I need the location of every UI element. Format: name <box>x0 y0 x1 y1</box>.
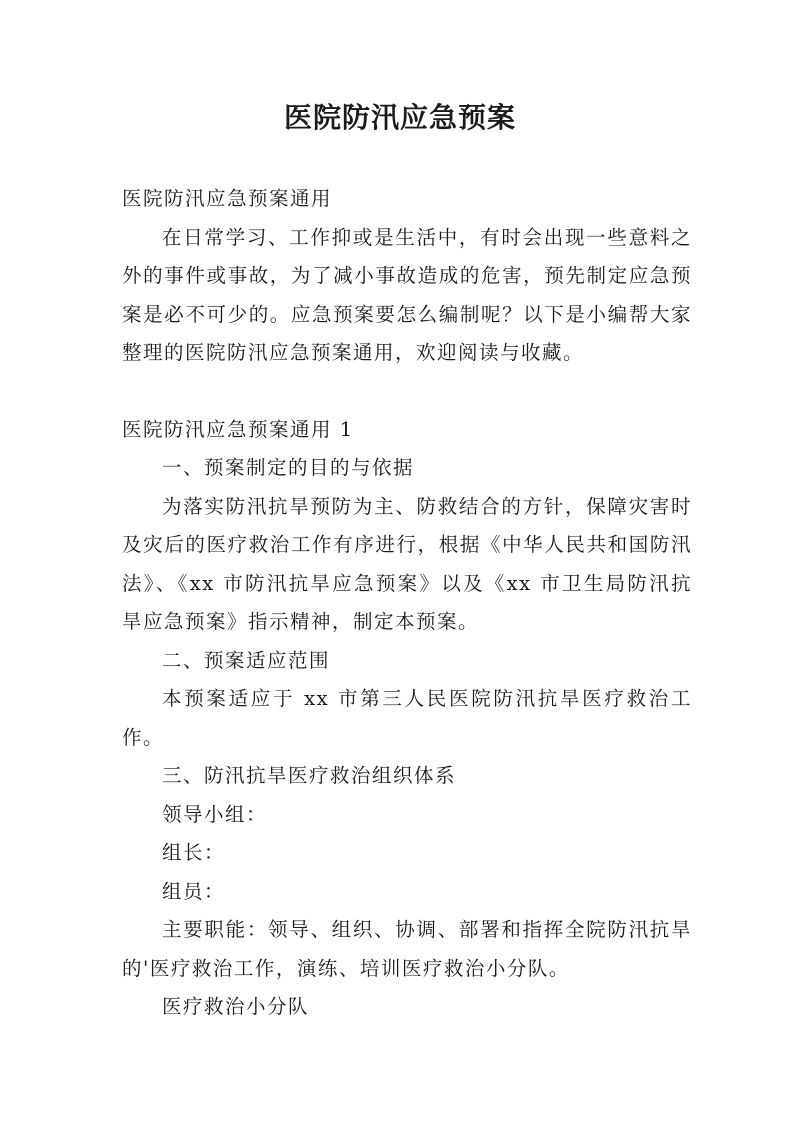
document-body <box>122 180 692 1027</box>
duties-paragraph: 主要职能：领导、组织、协调、部署和指挥全院防汛抗旱的'医疗救治工作，演练、培训医疗救治小分队。 <box>122 918 692 980</box>
document-title: 医院防汛应急预案 <box>283 101 516 134</box>
body-paragraph-2: 本预案适应于 xx 市第三人民医院防汛抗旱医疗救治工作。 <box>122 687 692 749</box>
group-members-label: 组员： <box>162 879 226 903</box>
body-paragraph-1: 为落实防汛抗旱预防为主、防救结合的方针，保障灾害时及灾后的医疗救治工作有序进行，根据《中华人民共和国防汛法》、《xx 市防汛抗旱应急预案》以及《xx 市卫生局防汛抗旱应急预案》指示精神，制定本预案。 <box>122 494 692 633</box>
item-heading-1: 一、预案制定的目的与依据 <box>162 456 415 479</box>
leader-group-label: 领导小组： <box>162 802 268 826</box>
item-heading-2: 二、预案适应范围 <box>162 648 331 672</box>
intro-paragraph: 在日常学习、工作抑或是生活中，有时会出现一些意料之外的事件或事故，为了减小事故造成的危害，预先制定应急预案是必不可少的。应急预案要怎么编制呢？以下是小编帮大家整理的医院防汛应急预案通用，欢迎阅读与收藏。 <box>122 225 692 364</box>
group-leader-label: 组长： <box>162 841 226 864</box>
item-heading-3: 三、防汛抗旱医疗救治组织体系 <box>162 764 457 787</box>
section-heading: 医院防汛应急预案通用 <box>122 187 333 210</box>
subsection-heading: 医院防汛应急预案通用 1 <box>122 417 354 441</box>
rescue-team-label: 医疗救治小分队 <box>162 995 310 1018</box>
paragraph-gap <box>122 373 692 411</box>
